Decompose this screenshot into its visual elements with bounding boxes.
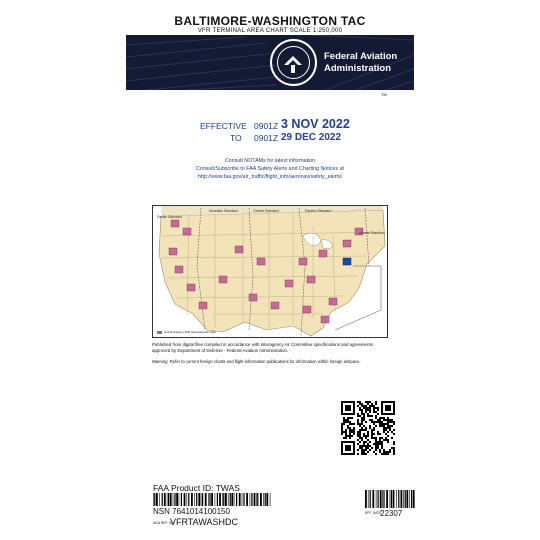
product-label: FAA Product ID: bbox=[153, 483, 214, 493]
zone-pacific: Pacific Standard bbox=[157, 215, 182, 219]
zone-central: Central Standard bbox=[253, 209, 279, 213]
notam-url[interactable]: http://www.faa.gov/air_traffic/flight_info/aeronav/safety_alerts/ bbox=[197, 174, 343, 180]
notam-line2: Consult/Subscribe to FAA Safety Alerts and Charting Notices at bbox=[195, 166, 345, 172]
trademark: TM bbox=[381, 92, 387, 97]
publication-note: Published from digital files compiled in accordance with Interagency Air Committee specifications and agreements approved by Department of Defense - Federal Aviation Administration. bbox=[152, 342, 373, 353]
current-chart-marker bbox=[343, 258, 351, 265]
faa-seal-icon bbox=[270, 39, 317, 86]
agency-name bbox=[324, 51, 397, 75]
product-id bbox=[153, 483, 240, 493]
barcode-icon bbox=[153, 493, 271, 506]
coverage-map bbox=[152, 205, 388, 338]
eff-date-label: EFF. DATE bbox=[365, 511, 382, 515]
agency-line1: Federal Aviation bbox=[324, 51, 398, 62]
product-value: TWAS bbox=[215, 483, 240, 493]
nga-ref-label: NGA REF. NO. bbox=[153, 521, 175, 525]
legend-item: Grand Canyon VFR Aeronautical Chart bbox=[164, 330, 216, 334]
notam-line1: Consult NOTAMs for latest information bbox=[224, 158, 316, 164]
to-label: TO bbox=[230, 133, 242, 143]
eff-date-value: 22307 bbox=[380, 509, 403, 518]
chart-subtitle: VFR TERMINAL AREA CHART SCALE 1:250,000 bbox=[197, 28, 343, 34]
effective-date: 3 NOV 2022 bbox=[281, 117, 350, 131]
effective-time: 0901Z bbox=[254, 121, 279, 131]
map-legend bbox=[157, 330, 216, 334]
coverage-map-drawing bbox=[153, 206, 388, 338]
effective-label: EFFECTIVE bbox=[200, 121, 247, 131]
zone-mountain: Mountain Standard bbox=[209, 209, 238, 213]
us-land bbox=[159, 210, 385, 336]
warning-note: Warning: Refer to current foreign charts and flight information publications for information within foreign airspace. bbox=[152, 359, 361, 364]
date-barcode-icon bbox=[365, 490, 415, 508]
agency-line2: Administration bbox=[324, 63, 392, 74]
nsn-number: NSN 7641014100150 bbox=[153, 507, 230, 516]
faa-banner bbox=[126, 35, 414, 90]
zone-atlantic: Atlantic Standard bbox=[359, 231, 385, 235]
to-time: 0901Z bbox=[254, 133, 279, 143]
chart-title: BALTIMORE-WASHINGTON TAC bbox=[174, 14, 366, 28]
zone-eastern: Eastern Standard bbox=[305, 209, 332, 213]
to-date: 29 DEC 2022 bbox=[281, 132, 342, 143]
nga-ref-value: VFRTAWASHDC bbox=[170, 517, 239, 527]
qr-code-icon[interactable] bbox=[341, 401, 395, 455]
